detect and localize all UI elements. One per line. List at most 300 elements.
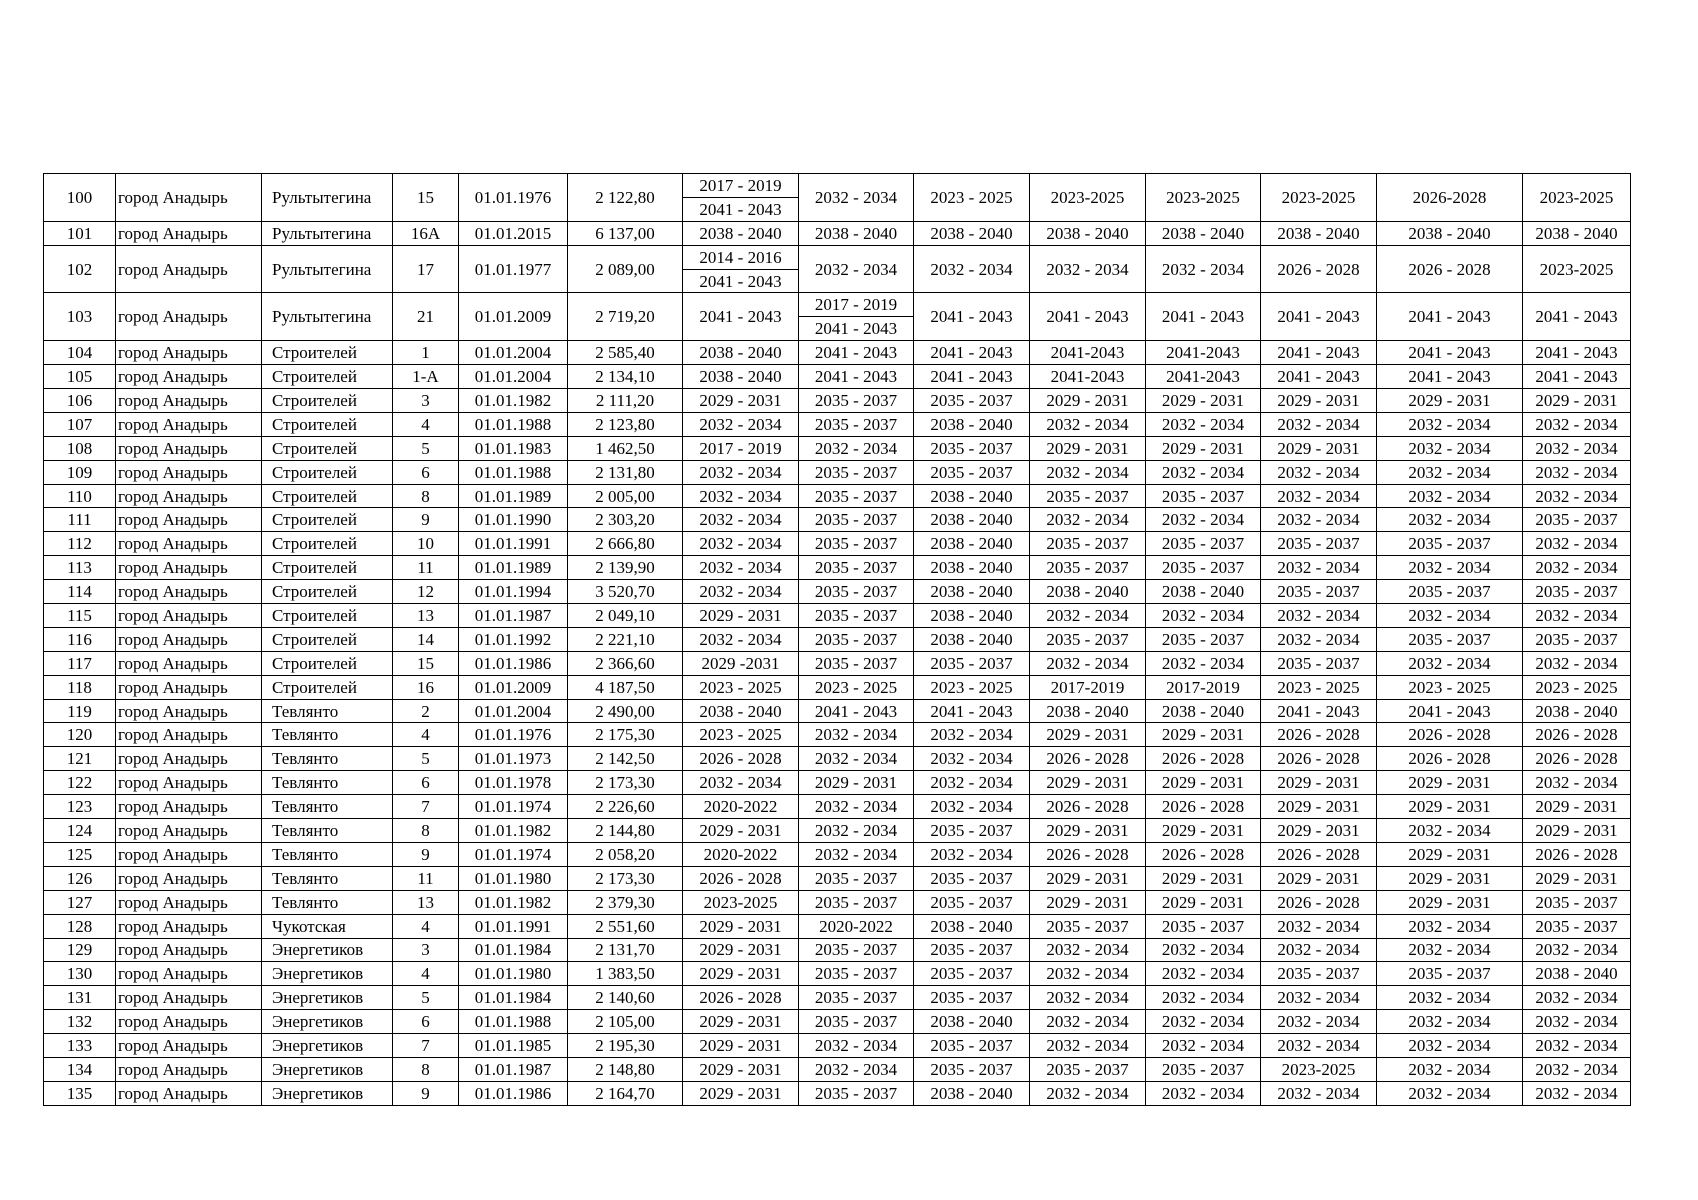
period-cell-c2: 2032 - 2034 bbox=[799, 436, 914, 460]
row-number-cell: 121 bbox=[44, 747, 116, 771]
period-cell-c4: 2032 - 2034 bbox=[1030, 651, 1146, 675]
table-row bbox=[44, 651, 1631, 675]
period-cell-c6: 2029 - 2031 bbox=[1261, 866, 1377, 890]
table-row bbox=[44, 866, 1631, 890]
period-cell-c1-upper: 2014 - 2016 bbox=[683, 245, 799, 269]
city-cell: город Анадырь bbox=[116, 436, 262, 460]
period-cell-c8: 2032 - 2034 bbox=[1523, 1081, 1631, 1105]
period-cell-c8: 2032 - 2034 bbox=[1523, 651, 1631, 675]
row-number-cell: 106 bbox=[44, 389, 116, 413]
period-cell-c5: 2035 - 2037 bbox=[1146, 556, 1261, 580]
period-cell-c7: 2029 - 2031 bbox=[1377, 389, 1523, 413]
period-cell-c8: 2032 - 2034 bbox=[1523, 1057, 1631, 1081]
period-cell-c6: 2035 - 2037 bbox=[1261, 532, 1377, 556]
period-cell-c6: 2023-2025 bbox=[1261, 1057, 1377, 1081]
period-cell-c7: 2032 - 2034 bbox=[1377, 556, 1523, 580]
period-cell-c4: 2032 - 2034 bbox=[1030, 1010, 1146, 1034]
period-cell-c6: 2032 - 2034 bbox=[1261, 556, 1377, 580]
period-cell-c8: 2029 - 2031 bbox=[1523, 866, 1631, 890]
period-cell-c7: 2032 - 2034 bbox=[1377, 1057, 1523, 1081]
area-cell: 2 058,20 bbox=[568, 842, 683, 866]
period-cell-c3: 2041 - 2043 bbox=[914, 293, 1030, 341]
period-cell-c4: 2032 - 2034 bbox=[1030, 412, 1146, 436]
period-cell-c8: 2035 - 2037 bbox=[1523, 580, 1631, 604]
commission-date-cell: 01.01.1986 bbox=[459, 1081, 568, 1105]
table-row bbox=[44, 1057, 1631, 1081]
commission-date-cell: 01.01.1980 bbox=[459, 962, 568, 986]
house-number-cell: 7 bbox=[393, 795, 459, 819]
table-row bbox=[44, 580, 1631, 604]
area-cell: 1 462,50 bbox=[568, 436, 683, 460]
period-cell-c3: 2041 - 2043 bbox=[914, 365, 1030, 389]
period-cell-c1: 2026 - 2028 bbox=[683, 866, 799, 890]
commission-date-cell: 01.01.1976 bbox=[459, 174, 568, 222]
table-row bbox=[44, 508, 1631, 532]
period-cell-c8: 2023-2025 bbox=[1523, 245, 1631, 293]
city-cell: город Анадырь bbox=[116, 221, 262, 245]
city-cell: город Анадырь bbox=[116, 484, 262, 508]
period-cell-c8: 2032 - 2034 bbox=[1523, 460, 1631, 484]
period-cell-c7: 2035 - 2037 bbox=[1377, 532, 1523, 556]
house-number-cell: 3 bbox=[393, 389, 459, 413]
commission-date-cell: 01.01.2004 bbox=[459, 341, 568, 365]
period-cell-c1: 2032 - 2034 bbox=[683, 580, 799, 604]
period-cell-c7: 2032 - 2034 bbox=[1377, 938, 1523, 962]
period-cell-c6: 2029 - 2031 bbox=[1261, 389, 1377, 413]
street-cell: Тевлянто bbox=[262, 866, 393, 890]
street-cell: Строителей bbox=[262, 412, 393, 436]
period-cell-c1: 2032 - 2034 bbox=[683, 771, 799, 795]
period-cell-c8: 2035 - 2037 bbox=[1523, 914, 1631, 938]
table-row bbox=[44, 556, 1631, 580]
area-cell: 2 140,60 bbox=[568, 986, 683, 1010]
period-cell-c8: 2041 - 2043 bbox=[1523, 341, 1631, 365]
row-number-cell: 131 bbox=[44, 986, 116, 1010]
row-number-cell: 104 bbox=[44, 341, 116, 365]
period-cell-c5: 2029 - 2031 bbox=[1146, 723, 1261, 747]
period-cell-c4: 2029 - 2031 bbox=[1030, 771, 1146, 795]
row-number-cell: 125 bbox=[44, 842, 116, 866]
city-cell: город Анадырь bbox=[116, 174, 262, 222]
house-number-cell: 14 bbox=[393, 627, 459, 651]
period-cell-c2: 2032 - 2034 bbox=[799, 795, 914, 819]
period-cell-c8: 2032 - 2034 bbox=[1523, 771, 1631, 795]
street-cell: Энергетиков bbox=[262, 1081, 393, 1105]
period-cell-c8: 2032 - 2034 bbox=[1523, 484, 1631, 508]
period-cell-c3: 2041 - 2043 bbox=[914, 341, 1030, 365]
period-cell-c5: 2035 - 2037 bbox=[1146, 627, 1261, 651]
city-cell: город Анадырь bbox=[116, 556, 262, 580]
period-cell-c6: 2035 - 2037 bbox=[1261, 651, 1377, 675]
area-cell: 2 131,70 bbox=[568, 938, 683, 962]
period-cell-c2: 2032 - 2034 bbox=[799, 174, 914, 222]
period-cell-c7: 2029 - 2031 bbox=[1377, 890, 1523, 914]
house-number-cell: 4 bbox=[393, 723, 459, 747]
city-cell: город Анадырь bbox=[116, 819, 262, 843]
row-number-cell: 100 bbox=[44, 174, 116, 222]
commission-date-cell: 01.01.1991 bbox=[459, 532, 568, 556]
period-cell-c7: 2032 - 2034 bbox=[1377, 914, 1523, 938]
period-cell-c7: 2032 - 2034 bbox=[1377, 986, 1523, 1010]
row-number-cell: 116 bbox=[44, 627, 116, 651]
period-cell-c8: 2032 - 2034 bbox=[1523, 938, 1631, 962]
street-cell: Строителей bbox=[262, 341, 393, 365]
period-cell-c8: 2023 - 2025 bbox=[1523, 675, 1631, 699]
period-cell-c1: 2029 - 2031 bbox=[683, 1057, 799, 1081]
house-number-cell: 12 bbox=[393, 580, 459, 604]
period-cell-c1: 2026 - 2028 bbox=[683, 747, 799, 771]
period-cell-c2: 2032 - 2034 bbox=[799, 1057, 914, 1081]
period-cell-c3: 2032 - 2034 bbox=[914, 771, 1030, 795]
commission-date-cell: 01.01.1984 bbox=[459, 986, 568, 1010]
period-cell-c5: 2035 - 2037 bbox=[1146, 1057, 1261, 1081]
table-row bbox=[44, 627, 1631, 651]
house-number-cell: 1 bbox=[393, 341, 459, 365]
period-cell-c2-upper: 2017 - 2019 bbox=[799, 293, 914, 317]
period-cell-c3: 2032 - 2034 bbox=[914, 723, 1030, 747]
house-number-cell: 11 bbox=[393, 866, 459, 890]
period-cell-c1: 2029 - 2031 bbox=[683, 1081, 799, 1105]
city-cell: город Анадырь bbox=[116, 245, 262, 293]
table-row bbox=[44, 412, 1631, 436]
period-cell-c8: 2041 - 2043 bbox=[1523, 293, 1631, 341]
period-cell-c1: 2038 - 2040 bbox=[683, 341, 799, 365]
street-cell: Строителей bbox=[262, 389, 393, 413]
period-cell-c8: 2029 - 2031 bbox=[1523, 819, 1631, 843]
row-number-cell: 133 bbox=[44, 1034, 116, 1058]
period-cell-c1: 2023-2025 bbox=[683, 890, 799, 914]
period-cell-c3: 2035 - 2037 bbox=[914, 389, 1030, 413]
period-cell-c8: 2032 - 2034 bbox=[1523, 556, 1631, 580]
table-row bbox=[44, 938, 1631, 962]
period-cell-c1: 2023 - 2025 bbox=[683, 675, 799, 699]
period-cell-c3: 2032 - 2034 bbox=[914, 795, 1030, 819]
house-number-cell: 6 bbox=[393, 460, 459, 484]
street-cell: Строителей bbox=[262, 436, 393, 460]
commission-date-cell: 01.01.1982 bbox=[459, 819, 568, 843]
period-cell-c4: 2029 - 2031 bbox=[1030, 819, 1146, 843]
commission-date-cell: 01.01.1987 bbox=[459, 604, 568, 628]
period-cell-c3: 2038 - 2040 bbox=[914, 1081, 1030, 1105]
period-cell-c5: 2029 - 2031 bbox=[1146, 866, 1261, 890]
period-cell-c3: 2038 - 2040 bbox=[914, 412, 1030, 436]
street-cell: Рультытегина bbox=[262, 245, 393, 293]
commission-date-cell: 01.01.1978 bbox=[459, 771, 568, 795]
period-cell-c2: 2035 - 2037 bbox=[799, 508, 914, 532]
area-cell: 2 666,80 bbox=[568, 532, 683, 556]
period-cell-c5: 2032 - 2034 bbox=[1146, 245, 1261, 293]
period-cell-c4: 2035 - 2037 bbox=[1030, 914, 1146, 938]
period-cell-c8: 2032 - 2034 bbox=[1523, 412, 1631, 436]
area-cell: 2 175,30 bbox=[568, 723, 683, 747]
house-number-cell: 1-А bbox=[393, 365, 459, 389]
row-number-cell: 118 bbox=[44, 675, 116, 699]
period-cell-c8: 2026 - 2028 bbox=[1523, 842, 1631, 866]
period-cell-c5: 2017-2019 bbox=[1146, 675, 1261, 699]
period-cell-c3: 2035 - 2037 bbox=[914, 938, 1030, 962]
period-cell-c8: 2032 - 2034 bbox=[1523, 604, 1631, 628]
period-cell-c5: 2032 - 2034 bbox=[1146, 508, 1261, 532]
period-cell-c5: 2038 - 2040 bbox=[1146, 699, 1261, 723]
period-cell-c2: 2029 - 2031 bbox=[799, 771, 914, 795]
row-number-cell: 130 bbox=[44, 962, 116, 986]
period-cell-c5: 2029 - 2031 bbox=[1146, 819, 1261, 843]
period-cell-c3: 2038 - 2040 bbox=[914, 627, 1030, 651]
row-number-cell: 132 bbox=[44, 1010, 116, 1034]
table-row bbox=[44, 460, 1631, 484]
area-cell: 2 005,00 bbox=[568, 484, 683, 508]
city-cell: город Анадырь bbox=[116, 604, 262, 628]
city-cell: город Анадырь bbox=[116, 1057, 262, 1081]
house-number-cell: 9 bbox=[393, 1081, 459, 1105]
period-cell-c4: 2035 - 2037 bbox=[1030, 556, 1146, 580]
city-cell: город Анадырь bbox=[116, 795, 262, 819]
period-cell-c1: 2029 - 2031 bbox=[683, 1034, 799, 1058]
street-cell: Тевлянто bbox=[262, 723, 393, 747]
period-cell-c6: 2035 - 2037 bbox=[1261, 580, 1377, 604]
period-cell-c4: 2038 - 2040 bbox=[1030, 221, 1146, 245]
period-cell-c1: 2038 - 2040 bbox=[683, 365, 799, 389]
house-number-cell: 4 bbox=[393, 412, 459, 436]
period-cell-c7: 2026 - 2028 bbox=[1377, 747, 1523, 771]
period-cell-c8: 2023-2025 bbox=[1523, 174, 1631, 222]
period-cell-c5: 2038 - 2040 bbox=[1146, 580, 1261, 604]
row-number-cell: 127 bbox=[44, 890, 116, 914]
period-cell-c3: 2035 - 2037 bbox=[914, 436, 1030, 460]
period-cell-c7: 2041 - 2043 bbox=[1377, 365, 1523, 389]
period-cell-c2: 2035 - 2037 bbox=[799, 651, 914, 675]
period-cell-c8: 2026 - 2028 bbox=[1523, 747, 1631, 771]
city-cell: город Анадырь bbox=[116, 914, 262, 938]
period-cell-c2: 2035 - 2037 bbox=[799, 866, 914, 890]
period-cell-c5: 2041-2043 bbox=[1146, 341, 1261, 365]
period-cell-c3: 2038 - 2040 bbox=[914, 532, 1030, 556]
period-cell-c1: 2029 - 2031 bbox=[683, 819, 799, 843]
period-cell-c2: 2032 - 2034 bbox=[799, 1034, 914, 1058]
street-cell: Энергетиков bbox=[262, 1057, 393, 1081]
street-cell: Рультытегина bbox=[262, 293, 393, 341]
period-cell-c3: 2038 - 2040 bbox=[914, 556, 1030, 580]
table-row bbox=[44, 962, 1631, 986]
house-number-cell: 9 bbox=[393, 842, 459, 866]
period-cell-c5: 2023-2025 bbox=[1146, 174, 1261, 222]
row-number-cell: 114 bbox=[44, 580, 116, 604]
row-number-cell: 110 bbox=[44, 484, 116, 508]
period-cell-c1: 2041 - 2043 bbox=[683, 293, 799, 341]
table-row bbox=[44, 341, 1631, 365]
period-cell-c5: 2032 - 2034 bbox=[1146, 460, 1261, 484]
period-cell-c3: 2038 - 2040 bbox=[914, 484, 1030, 508]
period-cell-c7: 2026 - 2028 bbox=[1377, 723, 1523, 747]
table-row bbox=[44, 436, 1631, 460]
period-cell-c6: 2023 - 2025 bbox=[1261, 675, 1377, 699]
table-row bbox=[44, 532, 1631, 556]
period-cell-c1: 2029 - 2031 bbox=[683, 914, 799, 938]
street-cell: Энергетиков bbox=[262, 986, 393, 1010]
table-row bbox=[44, 819, 1631, 843]
street-cell: Строителей bbox=[262, 365, 393, 389]
period-cell-c1: 2032 - 2034 bbox=[683, 508, 799, 532]
period-cell-c6: 2029 - 2031 bbox=[1261, 795, 1377, 819]
period-cell-c7: 2032 - 2034 bbox=[1377, 460, 1523, 484]
row-number-cell: 101 bbox=[44, 221, 116, 245]
house-number-cell: 8 bbox=[393, 819, 459, 843]
table-row bbox=[44, 1081, 1631, 1105]
period-cell-c6: 2041 - 2043 bbox=[1261, 293, 1377, 341]
city-cell: город Анадырь bbox=[116, 771, 262, 795]
period-cell-c4: 2032 - 2034 bbox=[1030, 938, 1146, 962]
city-cell: город Анадырь bbox=[116, 986, 262, 1010]
city-cell: город Анадырь bbox=[116, 293, 262, 341]
commission-date-cell: 01.01.1990 bbox=[459, 508, 568, 532]
period-cell-c8: 2032 - 2034 bbox=[1523, 532, 1631, 556]
table-row bbox=[44, 842, 1631, 866]
area-cell: 2 148,80 bbox=[568, 1057, 683, 1081]
period-cell-c8: 2038 - 2040 bbox=[1523, 962, 1631, 986]
period-cell-c4: 2026 - 2028 bbox=[1030, 747, 1146, 771]
street-cell: Строителей bbox=[262, 556, 393, 580]
table-row bbox=[44, 795, 1631, 819]
period-cell-c5: 2032 - 2034 bbox=[1146, 1034, 1261, 1058]
row-number-cell: 108 bbox=[44, 436, 116, 460]
period-cell-c2: 2041 - 2043 bbox=[799, 365, 914, 389]
period-cell-c4: 2041-2043 bbox=[1030, 341, 1146, 365]
table-body bbox=[44, 174, 1631, 1106]
row-number-cell: 103 bbox=[44, 293, 116, 341]
period-cell-c6: 2029 - 2031 bbox=[1261, 771, 1377, 795]
city-cell: город Анадырь bbox=[116, 699, 262, 723]
period-cell-c8: 2038 - 2040 bbox=[1523, 699, 1631, 723]
commission-date-cell: 01.01.1988 bbox=[459, 460, 568, 484]
period-cell-c7: 2023 - 2025 bbox=[1377, 675, 1523, 699]
period-cell-c6: 2026 - 2028 bbox=[1261, 723, 1377, 747]
row-number-cell: 122 bbox=[44, 771, 116, 795]
commission-date-cell: 01.01.2009 bbox=[459, 293, 568, 341]
city-cell: город Анадырь bbox=[116, 1034, 262, 1058]
housing-repair-schedule-table bbox=[43, 173, 1631, 1106]
area-cell: 2 144,80 bbox=[568, 819, 683, 843]
period-cell-c5: 2029 - 2031 bbox=[1146, 389, 1261, 413]
commission-date-cell: 01.01.1974 bbox=[459, 795, 568, 819]
row-number-cell: 105 bbox=[44, 365, 116, 389]
commission-date-cell: 01.01.1992 bbox=[459, 627, 568, 651]
commission-date-cell: 01.01.2004 bbox=[459, 699, 568, 723]
table-row bbox=[44, 723, 1631, 747]
area-cell: 2 173,30 bbox=[568, 866, 683, 890]
period-cell-c2: 2035 - 2037 bbox=[799, 890, 914, 914]
period-cell-c7: 2041 - 2043 bbox=[1377, 699, 1523, 723]
period-cell-c8: 2032 - 2034 bbox=[1523, 1034, 1631, 1058]
period-cell-c5: 2041-2043 bbox=[1146, 365, 1261, 389]
house-number-cell: 11 bbox=[393, 556, 459, 580]
row-number-cell: 117 bbox=[44, 651, 116, 675]
period-cell-c5: 2032 - 2034 bbox=[1146, 938, 1261, 962]
street-cell: Строителей bbox=[262, 484, 393, 508]
period-cell-c7: 2026 - 2028 bbox=[1377, 245, 1523, 293]
commission-date-cell: 01.01.1976 bbox=[459, 723, 568, 747]
period-cell-c2: 2035 - 2037 bbox=[799, 389, 914, 413]
row-number-cell: 124 bbox=[44, 819, 116, 843]
street-cell: Тевлянто bbox=[262, 747, 393, 771]
house-number-cell: 16 bbox=[393, 675, 459, 699]
street-cell: Тевлянто bbox=[262, 795, 393, 819]
period-cell-c5: 2032 - 2034 bbox=[1146, 604, 1261, 628]
period-cell-c2: 2035 - 2037 bbox=[799, 627, 914, 651]
table-row bbox=[44, 747, 1631, 771]
period-cell-c2: 2020-2022 bbox=[799, 914, 914, 938]
period-cell-c3: 2035 - 2037 bbox=[914, 651, 1030, 675]
row-number-cell: 135 bbox=[44, 1081, 116, 1105]
period-cell-c5: 2026 - 2028 bbox=[1146, 795, 1261, 819]
period-cell-c3: 2035 - 2037 bbox=[914, 819, 1030, 843]
street-cell: Строителей bbox=[262, 460, 393, 484]
street-cell: Тевлянто bbox=[262, 890, 393, 914]
period-cell-c2: 2032 - 2034 bbox=[799, 747, 914, 771]
commission-date-cell: 01.01.1977 bbox=[459, 245, 568, 293]
period-cell-c4: 2032 - 2034 bbox=[1030, 508, 1146, 532]
area-cell: 2 226,60 bbox=[568, 795, 683, 819]
house-number-cell: 6 bbox=[393, 1010, 459, 1034]
period-cell-c1: 2029 - 2031 bbox=[683, 389, 799, 413]
period-cell-c1: 2029 -2031 bbox=[683, 651, 799, 675]
period-cell-c1: 2029 - 2031 bbox=[683, 604, 799, 628]
period-cell-c8: 2026 - 2028 bbox=[1523, 723, 1631, 747]
period-cell-c7: 2029 - 2031 bbox=[1377, 842, 1523, 866]
city-cell: город Анадырь bbox=[116, 460, 262, 484]
street-cell: Энергетиков bbox=[262, 1010, 393, 1034]
period-cell-c7: 2029 - 2031 bbox=[1377, 795, 1523, 819]
period-cell-c6: 2032 - 2034 bbox=[1261, 460, 1377, 484]
period-cell-c3: 2032 - 2034 bbox=[914, 747, 1030, 771]
period-cell-c2: 2035 - 2037 bbox=[799, 532, 914, 556]
city-cell: город Анадырь bbox=[116, 365, 262, 389]
house-number-cell: 5 bbox=[393, 436, 459, 460]
period-cell-c4: 2032 - 2034 bbox=[1030, 245, 1146, 293]
period-cell-c3: 2041 - 2043 bbox=[914, 699, 1030, 723]
commission-date-cell: 01.01.1983 bbox=[459, 436, 568, 460]
area-cell: 2 303,20 bbox=[568, 508, 683, 532]
area-cell: 2 134,10 bbox=[568, 365, 683, 389]
period-cell-c1: 2032 - 2034 bbox=[683, 484, 799, 508]
city-cell: город Анадырь bbox=[116, 842, 262, 866]
period-cell-c1: 2029 - 2031 bbox=[683, 1010, 799, 1034]
street-cell: Тевлянто bbox=[262, 699, 393, 723]
period-cell-c6: 2026 - 2028 bbox=[1261, 842, 1377, 866]
period-cell-c3: 2038 - 2040 bbox=[914, 604, 1030, 628]
period-cell-c6: 2026 - 2028 bbox=[1261, 890, 1377, 914]
row-number-cell: 134 bbox=[44, 1057, 116, 1081]
period-cell-c5: 2035 - 2037 bbox=[1146, 484, 1261, 508]
period-cell-c3: 2035 - 2037 bbox=[914, 460, 1030, 484]
period-cell-c1-upper: 2017 - 2019 bbox=[683, 174, 799, 198]
period-cell-c8: 2032 - 2034 bbox=[1523, 986, 1631, 1010]
commission-date-cell: 01.01.1982 bbox=[459, 890, 568, 914]
area-cell: 2 123,80 bbox=[568, 412, 683, 436]
house-number-cell: 5 bbox=[393, 986, 459, 1010]
row-number-cell: 102 bbox=[44, 245, 116, 293]
period-cell-c4: 2029 - 2031 bbox=[1030, 866, 1146, 890]
street-cell: Строителей bbox=[262, 651, 393, 675]
commission-date-cell: 01.01.1988 bbox=[459, 1010, 568, 1034]
house-number-cell: 15 bbox=[393, 174, 459, 222]
period-cell-c6: 2032 - 2034 bbox=[1261, 627, 1377, 651]
period-cell-c3: 2032 - 2034 bbox=[914, 842, 1030, 866]
city-cell: город Анадырь bbox=[116, 508, 262, 532]
row-number-cell: 129 bbox=[44, 938, 116, 962]
period-cell-c3: 2035 - 2037 bbox=[914, 986, 1030, 1010]
period-cell-c2: 2035 - 2037 bbox=[799, 604, 914, 628]
row-number-cell: 119 bbox=[44, 699, 116, 723]
